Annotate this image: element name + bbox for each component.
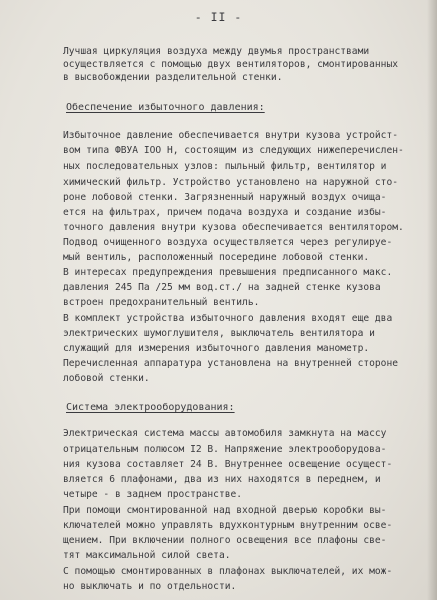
- page-edge-shadow: [427, 0, 437, 600]
- text-line: ных последовательных узлов: пыльный фильтр, вентилятор и: [63, 161, 387, 172]
- text-line: В комплект устройства избыточного давления входят еще два: [63, 313, 393, 324]
- text-line: С помощью смонтированных в плафонах выключателей, их мож-: [63, 566, 393, 577]
- text-line: Избыточное давление обеспечивается внутри кузова устройст-: [63, 130, 399, 141]
- text-line: Электрическая система массы автомобиля замкнута на массу: [63, 428, 387, 439]
- text-line: электрических шумоглушителя, выключатель вентилятора и: [63, 328, 375, 339]
- section-heading-electrical: Система электрооборудования:: [66, 402, 235, 413]
- page-number: - II -: [194, 10, 243, 24]
- text-line: роне лобовой стенки. Загрязненный наружный воздух очища-: [63, 192, 387, 203]
- text-line: в высвобождении разделительной стенки.: [63, 72, 283, 83]
- text-line: давления 245 Па /25 мм вод.ст./ на задней стенке кузова: [63, 282, 381, 293]
- text-line: четыре - в заднем пространстве.: [63, 489, 243, 500]
- text-line: Подвод очищенного воздуха осуществляется через регулируе-: [63, 237, 393, 248]
- text-line: При помощи смонтированной над входной дверью коробки вы-: [63, 505, 387, 516]
- text-line: химический фильтр. Устройство установлено на наружной сто-: [63, 177, 399, 188]
- text-line: осуществляется с помощью двух вентиляторов, смонтированных: [63, 59, 399, 70]
- text-line: вляется 6 плафонами, два из них находятся в переднем, и: [63, 474, 381, 485]
- text-line: но выключать и по отдельности.: [63, 581, 237, 592]
- text-line: встроен предохранительный вентиль.: [63, 297, 260, 308]
- text-line: лобовой стенки.: [63, 373, 150, 384]
- text-line: отрицательным полюсом I2 В. Напряжение электрооборудова-: [63, 444, 387, 455]
- text-line: В интересах предупреждения превышения предписанного макс.: [63, 267, 393, 278]
- text-line: ключателей можно управлять вдухконтурным внутренним осве-: [63, 520, 393, 531]
- text-line: Лучшая циркуляция воздуха между двумья пространствами: [63, 46, 370, 57]
- text-line: ния кузова составляет 24 В. Внутреннее освещение осущест-: [63, 459, 393, 470]
- text-line: мый вентиль, расположенный посередине лобовой стенки.: [63, 252, 370, 263]
- text-line: тят максимальной силой света.: [63, 550, 231, 561]
- text-line: Перечисленная аппаратура установлена на внутренней стороне: [63, 358, 399, 369]
- text-line: точного давления внутри кузова обеспечивается вентилятором.: [63, 222, 404, 233]
- section-heading-overpressure: Обеспечение избыточного давления:: [66, 102, 265, 113]
- text-line: щением. При включении полного освещения все плафоны све-: [63, 535, 387, 546]
- text-line: ется на фильтрах, причем подача воздуха и создание избы-: [63, 207, 387, 218]
- text-line: вом типа ФВУА IOO Н, состоящим из следующих нижеперечислен-: [63, 145, 404, 156]
- text-line: служащий для измерения избыточного давления манометр.: [63, 343, 370, 354]
